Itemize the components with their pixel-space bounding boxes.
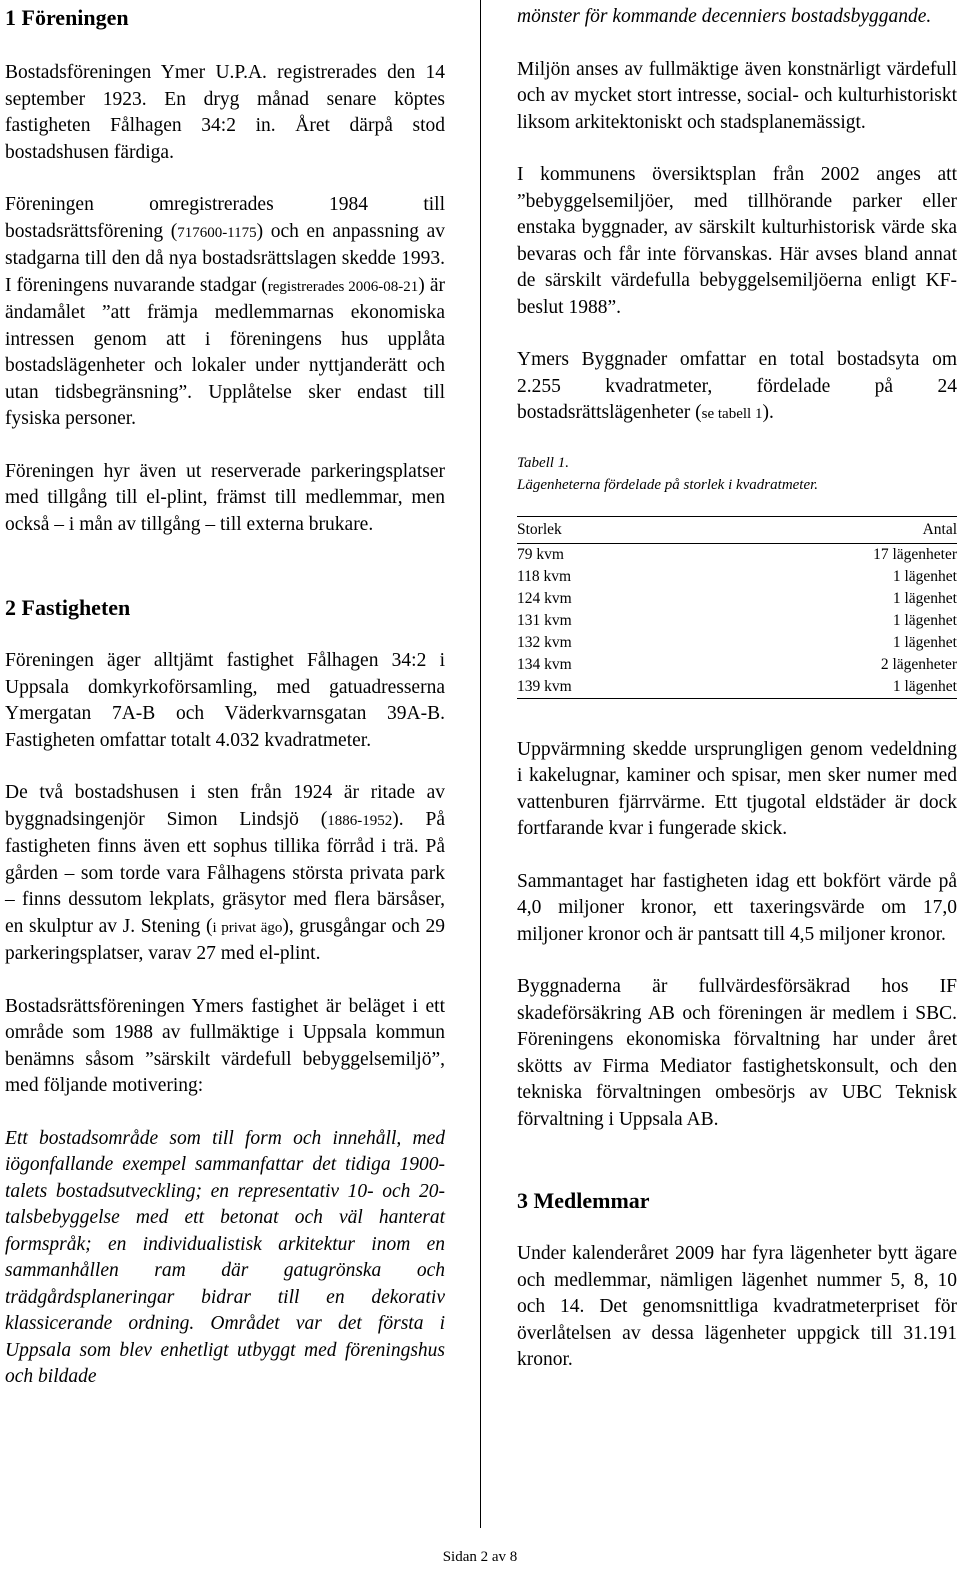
size-cell: 124 kvm — [517, 589, 572, 607]
s2-paragraph-2 — [5, 780, 445, 968]
table-caption-text: Lägenheterna fördelade på storlek i kvadratmeter. — [517, 476, 819, 493]
quote-continuation: mönster för kommande decenniers bostadsbyggande. — [517, 6, 932, 27]
size-cell: 132 kvm — [517, 633, 572, 651]
table-row — [517, 676, 957, 699]
left-column — [5, 0, 445, 1391]
s2-paragraph-3: Bostadsrättsföreningen Ymers fastighet är beläget i ett område som 1988 av fullmäktige i Uppsala kommun benämns såsom ”särskilt värdefull bebyggelsemiljö”, med följande motivering: — [5, 995, 445, 1096]
table-row — [517, 654, 957, 676]
table-row — [517, 610, 957, 632]
r-paragraph-3 — [517, 347, 957, 428]
s1-paragraph-2 — [5, 192, 445, 433]
r-paragraph-1: Miljön anses av fullmäktige även konstnärligt värdefull och av mycket stort intresse, social- och kulturhistoriskt liksom arkitektoniskt och stadsplanemässigt. — [517, 58, 957, 133]
count-cell: 1 lägenhet — [892, 589, 957, 607]
text-run: ) är ändamålet ”att främja medlemmarnas ekonomiska intressen genom att i föreningens hus upplåta bostadslägenheter och lokaler under nyttjanderätt och utan tidsbegränsning”. Upplåtelse sker endast till fysiska personer. — [5, 274, 445, 429]
page-footer — [0, 1549, 960, 1566]
table-header-count: Antal — [691, 516, 957, 543]
count-cell: 1 lägenhet — [892, 633, 957, 651]
r-paragraph-2: I kommunens översiktsplan från 2002 anges att ”bebyggelsemiljöer, med tillhörande parker eller enstaka byggnader, av särskilt kulturhistorisk värde ska bevaras och får inte förvanskas. Här avses bland annat de särskilt värdefulla bebyggelsemiljöerna enligt KF-beslut 1988”. — [517, 164, 957, 318]
count-cell: 2 lägenheter — [880, 655, 957, 673]
text-run: ) och en anpassning av stadgarna till den då nya bostadsrättslagen skedde 1993. I föreningens nuvarande stadgar ( — [5, 220, 445, 296]
org-number: 717600-1175 — [177, 224, 257, 241]
r-paragraph-6: Byggnaderna är fullvärdesförsäkrad hos IF skadeförsäkring AB och föreningen är medlem i SBC. Föreningens ekonomiska förvaltning har under året skötts av Firma Mediator fastighetskonsult, och den tekniska förvaltningen ombesörjs av UBC Teknisk förvaltning i Uppsala AB. — [517, 976, 957, 1130]
table-header-size: Storlek — [517, 516, 691, 543]
r-paragraph-5: Sammantaget har fastigheten idag ett bokfört värde på 4,0 miljoner kronor, ett taxeringsvärde om 17,0 miljoner kronor och är pantsatt till 4,5 miljoner kronor. — [517, 870, 957, 945]
registration-date: registrerades 2006-08-21 — [267, 278, 419, 295]
years: 1886-1952 — [327, 812, 393, 829]
section-3-heading: 3 Medlemmar — [517, 1188, 650, 1213]
text-run: ). — [762, 402, 774, 423]
size-cell: 134 kvm — [517, 655, 572, 673]
text-run: ). På fastigheten finns även ett sophus tillika förråd i trä. På gården – som torde vara Fålhagens största privata park – finns dessutom lekplats, gräsytor med flera bärsåser, en skulptur av J. Stening ( — [5, 808, 445, 937]
s3-paragraph-1: Under kalenderåret 2009 har fyra lägenheter bytt ägare och medlemmar, nämligen lägenhet nummer 5, 8, 10 och 14. Det genomsnittliga kvadratmeterpriset för överlåtelsen av dessa lägenheter uppgick till 31.191 kronor. — [517, 1243, 957, 1370]
section-1-heading: 1 Föreningen — [5, 5, 129, 30]
size-cell: 131 kvm — [517, 611, 572, 629]
table-row — [517, 588, 957, 610]
apartment-size-table — [517, 516, 957, 699]
count-cell: 17 lägenheter — [873, 545, 957, 563]
count-cell: 1 lägenhet — [892, 611, 957, 629]
section-2-heading: 2 Fastigheten — [5, 595, 131, 620]
s1-paragraph-1: Bostadsföreningen Ymer U.P.A. registrerades den 14 september 1923. En dryg månad senare köptes fastigheten Fålhagen 34:2 in. Året därpå stod bostadshusen färdiga. — [5, 62, 445, 163]
text-run: Ymers Byggnader omfattar en total bostadsyta om 2.255 kvadratmeter, fördelade på 24 bostadsrättslägenheter ( — [517, 349, 957, 423]
s1-paragraph-3: Föreningen hyr även ut reserverade parkeringsplatser med tillgång till el-plint, främst till medlemmar, men också – i mån av tillgång – till externa brukare. — [5, 460, 445, 535]
size-cell: 118 kvm — [517, 567, 572, 585]
table-row — [517, 543, 957, 566]
page-number: Sidan 2 av 8 — [442, 1549, 518, 1565]
count-cell: 1 lägenhet — [892, 567, 957, 585]
text-run: ), grusgångar och 29 parkeringsplatser, varav 27 med el-plint. — [5, 915, 445, 964]
column-divider — [480, 0, 481, 1528]
s2-quote: Ett bostadsområde som till form och innehåll, med iögonfallande exempel sammanfattar det tidiga 1900-talets bostadsutveckling; en representativ 10- och 20-talsbebyggelse med ett betonat och väl hanterat formspråk; en individualistisk arkitektur inom en sammanhållen ram där gatugrönska och trädgårdsplaneringar bidrar till en dekorativ klassicerande ordning. Området var det första i Uppsala som blev enhetligt utbyggt med föreningshus och bildade — [5, 1127, 445, 1387]
size-cell: 79 kvm — [517, 545, 564, 563]
table-row — [517, 632, 957, 654]
table-caption-label: Tabell 1. — [517, 454, 569, 471]
count-cell: 1 lägenhet — [691, 676, 957, 699]
right-column — [517, 0, 957, 1374]
s2-paragraph-1: Föreningen äger alltjämt fastighet Fålhagen 34:2 i Uppsala domkyrkoförsamling, med gatuadresserna Ymergatan 7A-B och Väderkvarnsgatan 39A-B. Fastigheten omfattar totalt 4.032 kvadratmeter. — [5, 650, 445, 751]
table-header-row — [517, 516, 957, 543]
text-run: Föreningen omregistrerades 1984 till bostadsrättsförening ( — [5, 194, 445, 242]
table-reference: se tabell 1 — [701, 406, 763, 422]
text-run: De två bostadshusen i sten från 1924 är ritade av byggnadsingenjör Simon Lindsjö ( — [5, 782, 445, 830]
size-cell: 139 kvm — [517, 676, 691, 699]
table-row — [517, 566, 957, 588]
ownership-note: i privat ägo — [212, 919, 283, 936]
r-paragraph-4: Uppvärmning skedde ursprungligen genom vedeldning i kakelugnar, kaminer och spisar, men sker numer med vattenburen fjärrvärme. Ett tjugotal eldstäder är dock fortfarande kvar i fungerade skick. — [517, 738, 957, 839]
